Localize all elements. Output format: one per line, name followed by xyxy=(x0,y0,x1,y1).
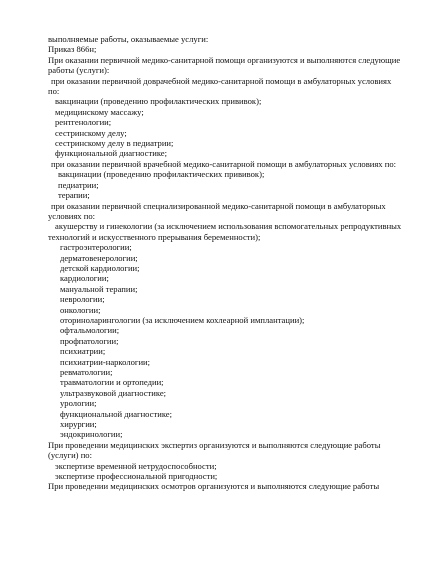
text-line: функциональной диагностике; xyxy=(60,408,173,419)
text-line: ультразвуковой диагностике; xyxy=(60,387,167,398)
text-line: гастроэнтерологии; xyxy=(60,242,132,253)
text-line: при оказании первичной врачебной медико-санитарной помощи в амбулаторных условиях по: xyxy=(51,158,397,169)
text-line: онкологии; xyxy=(60,304,101,315)
text-line: при оказании первичной доврачебной медико-санитарной помощи в амбулаторных условиях xyxy=(51,75,392,86)
text-line: психиатрии-наркологии; xyxy=(60,356,151,367)
text-line: по: xyxy=(48,86,60,97)
text-line: профпатологии; xyxy=(60,335,119,346)
text-line: сестринскому делу в педиатрии; xyxy=(55,138,174,149)
text-line: урологии; xyxy=(60,398,97,409)
text-line: При проведении медицинских осмотров организуются и выполняются следующие работы xyxy=(48,481,380,492)
text-line: При проведении медицинских экспертиз организуются и выполняются следующие работы xyxy=(48,439,381,450)
text-line: вакцинации (проведению профилактических прививок); xyxy=(55,96,262,107)
text-line: ревматологии; xyxy=(60,367,113,377)
text-line: работы (услуги): xyxy=(48,65,110,76)
text-line: неврологии; xyxy=(60,294,105,305)
text-line: психиатрии; xyxy=(60,346,106,357)
text-line: хирургии; xyxy=(60,419,97,430)
text-line: (услуги) по: xyxy=(48,450,92,461)
text-line: офтальмологии; xyxy=(60,325,120,336)
text-line: детской кардиологии; xyxy=(60,262,140,273)
text-line: Приказ 866н; xyxy=(48,44,97,55)
text-line: сестринскому делу; xyxy=(55,127,127,138)
text-line: выполняемые работы, оказываемые услуги: xyxy=(48,34,209,44)
text-line: терапии; xyxy=(58,190,90,201)
text-line: экспертизе профессиональной пригодности; xyxy=(55,471,218,482)
text-line: оториноларингологии (за исключением кохлеарной имплантации); xyxy=(60,314,305,325)
text-line: функциональной диагностике; xyxy=(55,148,168,159)
text-line: условиях по: xyxy=(48,210,96,221)
text-line: рентгенологии; xyxy=(55,117,112,128)
text-line: травматологии и ортопедии; xyxy=(60,377,164,388)
text-line: медицинскому массажу; xyxy=(55,106,144,117)
text-line: технологий и искусственного прерывания беременности); xyxy=(48,231,261,242)
text-line: экспертизе временной нетрудоспособности; xyxy=(55,460,217,471)
text-line: вакцинации (проведению профилактических прививок); xyxy=(58,169,265,180)
text-line: эндокринологии; xyxy=(60,429,123,440)
text-line: при оказании первичной специализированной медико-санитарной помощи в амбулаторных xyxy=(51,200,386,211)
text-line: При оказании первичной медико-санитарной помощи организуются и выполняются следующие xyxy=(48,54,401,65)
text-line: дерматовенерологии; xyxy=(60,252,138,263)
text-line: акушерству и гинекологии (за исключением использования вспомогательных репродуктивных xyxy=(55,221,402,232)
text-line: мануальной терапии; xyxy=(60,283,138,294)
text-line: кардиологии; xyxy=(60,273,109,284)
text-line: педиатрии; xyxy=(58,179,99,190)
